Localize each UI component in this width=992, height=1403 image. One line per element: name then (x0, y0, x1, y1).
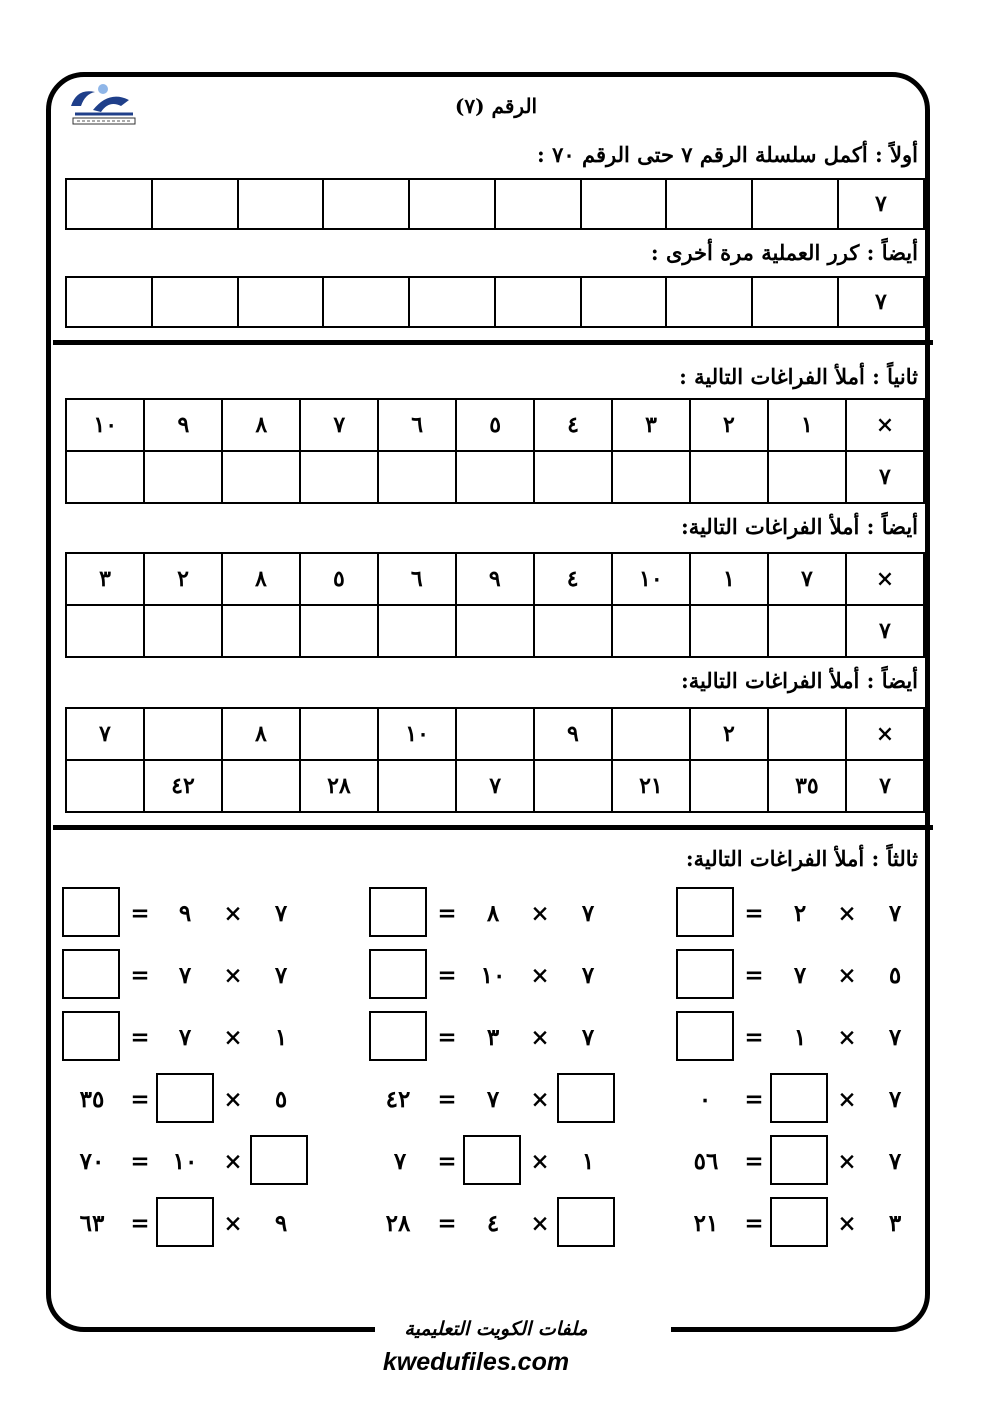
equals-sign: = (437, 899, 457, 927)
sequence-cell[interactable] (495, 277, 581, 327)
table-header-cell[interactable] (768, 708, 846, 760)
times-sign: × (837, 1023, 857, 1051)
operand: ٧ (486, 1085, 500, 1113)
multiplication-table-1 (65, 398, 925, 504)
answer-box[interactable] (676, 887, 734, 937)
sequence-table-1 (65, 178, 925, 230)
table-answer-cell: ٣٥ (768, 760, 846, 812)
operand: ٩ (274, 1209, 288, 1237)
times-sign: × (223, 899, 243, 927)
answer-box[interactable] (369, 949, 427, 999)
operand: ٧ (888, 899, 902, 927)
table-answer-cell[interactable] (378, 760, 456, 812)
sequence-cell[interactable] (409, 179, 495, 229)
times-sign: × (530, 1209, 550, 1237)
operand: ٧ (581, 961, 595, 989)
answer-box[interactable] (463, 1135, 521, 1185)
section2-heading-2: أيضاً : أملأ الفراغات التالية: (680, 514, 918, 539)
operand: ٤ (486, 1209, 500, 1237)
table-header-cell[interactable] (456, 708, 534, 760)
times-sign: × (223, 1147, 243, 1175)
table-answer-cell: ٢٨ (300, 760, 378, 812)
sequence-cell[interactable] (409, 277, 495, 327)
equals-sign: = (744, 1147, 764, 1175)
result: ٤٢ (385, 1085, 411, 1113)
sequence-cell[interactable] (323, 277, 409, 327)
operand: ٧ (888, 1085, 902, 1113)
table-header-cell: ٣ (66, 553, 144, 605)
table-answer-cell[interactable] (144, 605, 222, 657)
sequence-cell[interactable]: ٧ (838, 179, 924, 229)
table-answer-cell[interactable] (534, 760, 612, 812)
sequence-cell[interactable]: ٧ (838, 277, 924, 327)
sequence-cell[interactable] (323, 179, 409, 229)
equals-sign: = (437, 1085, 457, 1113)
equals-sign: = (130, 1085, 150, 1113)
table-header-cell: ٥ (456, 399, 534, 451)
table-answer-cell: ٧ (846, 605, 924, 657)
equals-sign: = (744, 899, 764, 927)
table-header-cell: ٤ (534, 553, 612, 605)
answer-box[interactable] (369, 1011, 427, 1061)
table-answer-cell[interactable] (690, 760, 768, 812)
result: ٥٦ (693, 1147, 719, 1175)
times-sign: × (837, 1209, 857, 1237)
operand: ٧ (274, 899, 288, 927)
sequence-cell[interactable] (152, 179, 238, 229)
section3-heading: ثالثاً : أملأ الفراغات التالية: (685, 846, 918, 871)
section2-heading: ثانياً : أملأ الفراغات التالية : (679, 364, 918, 389)
table-answer-cell[interactable] (300, 451, 378, 503)
operand: ٣ (888, 1209, 902, 1237)
table-header-cell: × (846, 553, 924, 605)
table-header-cell[interactable] (612, 708, 690, 760)
operand: ٧ (581, 1023, 595, 1051)
sequence-cell[interactable] (581, 277, 667, 327)
table-header-cell[interactable] (144, 708, 222, 760)
operand: ٢ (793, 899, 807, 927)
table-answer-cell[interactable] (768, 451, 846, 503)
table-header-cell: ٩ (534, 708, 612, 760)
answer-box[interactable] (770, 1073, 828, 1123)
table-header-cell: ١٠ (66, 399, 144, 451)
equals-sign: = (437, 1209, 457, 1237)
equals-sign: = (130, 899, 150, 927)
table-answer-cell[interactable] (534, 605, 612, 657)
times-sign: × (223, 1085, 243, 1113)
answer-box[interactable] (369, 887, 427, 937)
table-header-cell: ٧ (300, 399, 378, 451)
result: ٠ (698, 1085, 712, 1113)
sequence-cell[interactable] (666, 277, 752, 327)
sequence-cell[interactable] (152, 277, 238, 327)
result: ٦٣ (79, 1209, 105, 1237)
operand: ١٠ (480, 961, 506, 989)
operand: ٣ (486, 1023, 500, 1051)
table-header-cell: ٦ (378, 553, 456, 605)
times-sign: × (837, 1147, 857, 1175)
table-header-cell: ٩ (144, 399, 222, 451)
table-header-cell: ٢ (690, 708, 768, 760)
table-answer-cell[interactable] (66, 605, 144, 657)
table-answer-cell[interactable] (222, 760, 300, 812)
times-sign: × (530, 1085, 550, 1113)
times-sign: × (530, 899, 550, 927)
section1-heading-2: أيضاً : كرر العملية مرة أخرى : (650, 240, 918, 265)
table-answer-cell[interactable] (534, 451, 612, 503)
answer-box[interactable] (770, 1197, 828, 1247)
answer-box[interactable] (676, 949, 734, 999)
sequence-table-2 (65, 276, 925, 328)
times-sign: × (837, 961, 857, 989)
sequence-cell[interactable] (581, 179, 667, 229)
table-answer-cell[interactable] (66, 451, 144, 503)
result: ٢٨ (385, 1209, 411, 1237)
operand: ٧ (178, 961, 192, 989)
times-sign: × (837, 899, 857, 927)
times-sign: × (223, 961, 243, 989)
table-answer-cell[interactable] (690, 451, 768, 503)
table-header-cell: ١ (690, 553, 768, 605)
footer-arabic: ملفات الكويت التعليمية (404, 1318, 588, 1340)
equals-sign: = (744, 1209, 764, 1237)
times-sign: × (530, 961, 550, 989)
times-sign: × (223, 1209, 243, 1237)
sequence-cell[interactable] (66, 179, 152, 229)
operand: ٥ (274, 1085, 288, 1113)
equals-sign: = (744, 1023, 764, 1051)
table-header-cell: ٣ (612, 399, 690, 451)
answer-box[interactable] (557, 1073, 615, 1123)
table-answer-cell[interactable] (222, 605, 300, 657)
equals-sign: = (130, 961, 150, 989)
sequence-cell[interactable] (752, 277, 838, 327)
operand: ٧ (888, 1023, 902, 1051)
operand: ٧ (581, 899, 595, 927)
section-divider (53, 340, 933, 345)
table-header-cell: ٩ (456, 553, 534, 605)
table-header-cell: ٢ (690, 399, 768, 451)
answer-box[interactable] (557, 1197, 615, 1247)
table-header-cell: ١٠ (378, 708, 456, 760)
operand: ٩ (178, 899, 192, 927)
sequence-cell[interactable] (238, 277, 324, 327)
table-header-cell: ٨ (222, 708, 300, 760)
answer-box[interactable] (156, 1197, 214, 1247)
table-answer-cell: ٤٢ (144, 760, 222, 812)
table-header-cell: ٢ (144, 553, 222, 605)
table-answer-cell[interactable] (66, 760, 144, 812)
table-answer-cell[interactable] (300, 605, 378, 657)
table-answer-cell: ٧ (456, 760, 534, 812)
answer-box[interactable] (62, 949, 120, 999)
table-answer-cell[interactable] (456, 605, 534, 657)
times-sign: × (837, 1085, 857, 1113)
table-answer-cell[interactable] (222, 451, 300, 503)
table-header-cell: ٨ (222, 399, 300, 451)
sequence-cell[interactable] (752, 179, 838, 229)
table-answer-cell: ٧ (846, 760, 924, 812)
table-header-cell[interactable] (300, 708, 378, 760)
table-header-cell: × (846, 399, 924, 451)
equals-sign: = (130, 1023, 150, 1051)
equals-sign: = (744, 961, 764, 989)
multiplication-table-3 (65, 707, 925, 813)
answer-box[interactable] (62, 887, 120, 937)
table-answer-cell[interactable] (768, 605, 846, 657)
table-header-cell: ٧ (768, 553, 846, 605)
answer-box[interactable] (250, 1135, 308, 1185)
answer-box[interactable] (676, 1011, 734, 1061)
table-header-cell: ٥ (300, 553, 378, 605)
section1-heading: أولاً : أكمل سلسلة الرقم ٧ حتى الرقم ٧٠ : (537, 142, 918, 167)
equals-sign: = (437, 961, 457, 989)
result: ٧٠ (79, 1147, 105, 1175)
operand: ٧ (793, 961, 807, 989)
result: ٢١ (693, 1209, 719, 1237)
operand: ١ (793, 1023, 807, 1051)
operand: ١ (274, 1023, 288, 1051)
sequence-cell[interactable] (238, 179, 324, 229)
operand: ١ (581, 1147, 595, 1175)
footer-website[interactable]: kwedufiles.com (382, 1348, 570, 1376)
sequence-cell[interactable] (66, 277, 152, 327)
result: ٣٥ (79, 1085, 105, 1113)
equals-sign: = (130, 1209, 150, 1237)
table-answer-cell: ٢١ (612, 760, 690, 812)
page-title: الرقم (٧) (454, 94, 538, 118)
section-divider (53, 825, 933, 830)
table-header-cell: × (846, 708, 924, 760)
table-header-cell: ٦ (378, 399, 456, 451)
multiplication-table-2 (65, 552, 925, 658)
operand: ٧ (274, 961, 288, 989)
times-sign: × (530, 1023, 550, 1051)
sequence-cell[interactable] (666, 179, 752, 229)
table-answer-cell[interactable] (144, 451, 222, 503)
operand: ٧ (178, 1023, 192, 1051)
sequence-cell[interactable] (495, 179, 581, 229)
answer-box[interactable] (770, 1135, 828, 1185)
equals-sign: = (130, 1147, 150, 1175)
table-answer-cell[interactable] (612, 451, 690, 503)
operand: ٥ (888, 961, 902, 989)
table-answer-cell[interactable] (456, 451, 534, 503)
table-header-cell: ٤ (534, 399, 612, 451)
answer-box[interactable] (156, 1073, 214, 1123)
equals-sign: = (437, 1147, 457, 1175)
table-answer-cell[interactable] (378, 451, 456, 503)
equals-sign: = (744, 1085, 764, 1113)
times-sign: × (223, 1023, 243, 1051)
table-header-cell: ٧ (66, 708, 144, 760)
section2-heading-3: أيضاً : أملأ الفراغات التالية: (680, 668, 918, 693)
result: ٧ (393, 1147, 407, 1175)
operand: ٨ (486, 899, 500, 927)
table-header-cell: ٨ (222, 553, 300, 605)
table-header-cell: ١٠ (612, 553, 690, 605)
times-sign: × (530, 1147, 550, 1175)
table-answer-cell[interactable] (378, 605, 456, 657)
operand: ٧ (888, 1147, 902, 1175)
table-answer-cell: ٧ (846, 451, 924, 503)
operand: ١٠ (172, 1147, 198, 1175)
table-answer-cell[interactable] (690, 605, 768, 657)
answer-box[interactable] (62, 1011, 120, 1061)
equals-sign: = (437, 1023, 457, 1051)
table-answer-cell[interactable] (612, 605, 690, 657)
table-header-cell: ١ (768, 399, 846, 451)
